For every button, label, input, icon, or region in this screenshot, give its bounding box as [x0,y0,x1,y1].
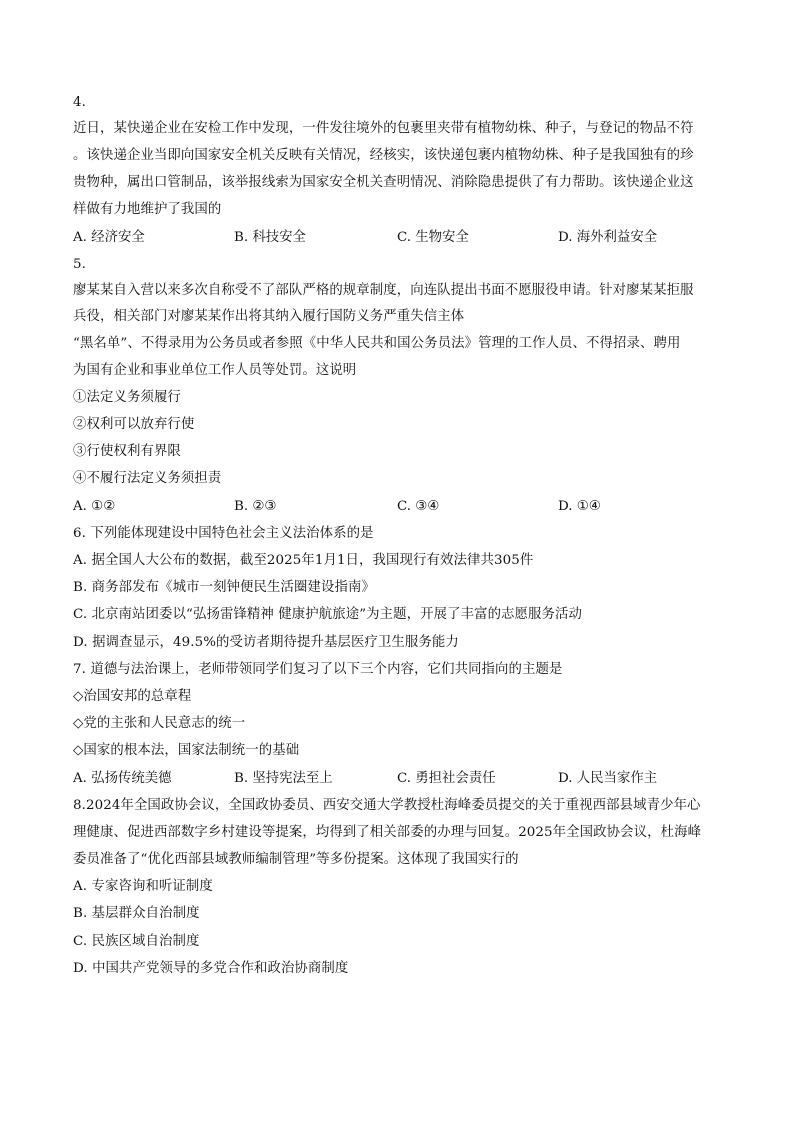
q8-option-d[interactable]: D. 中国共产党领导的多党合作和政治协商制度 [73,961,349,976]
q8-stem-line-1: 8.2024年全国政协会议，全国政协委员、西安交通大学教授杜海峰委员提交的关于重视西部县域青少年心 [73,798,701,813]
q7-option-d[interactable]: D. 人民当家作主 [558,771,658,786]
q8-option-b[interactable]: B. 基层群众自治制度 [73,906,200,921]
q4-option-b[interactable]: B. 科技安全 [234,230,306,245]
q5-number: 5. [73,257,86,272]
q7-option-a[interactable]: A. 弘扬传统美德 [73,771,172,786]
q5-item-1: ①法定义务须履行 [73,390,181,405]
q6-option-d[interactable]: D. 据调查显示，49.5%的受访者期待提升基层医疗卫生服务能力 [73,635,459,650]
q7-item-2: ◇党的主张和人民意志的统一 [73,716,246,731]
q4-stem-line-3: 贵物种，属出口管制品，该举报线索为国家安全机关查明情况、消除隐患提供了有力帮助。该快递企业这 [73,175,694,190]
q7-option-b[interactable]: B. 坚持宪法至上 [234,771,333,786]
q7-item-3: ◇国家的根本法，国家法制统一的基础 [73,743,300,758]
q4-stem-line-1: 近日，某快递企业在安检工作中发现，一件发往境外的包裹里夹带有植物幼株、种子，与登记的物品不符 [73,121,694,136]
q5-option-d[interactable]: D. ①④ [558,499,601,514]
q8-stem-line-2: 理健康、促进西部数字乡村建设等提案，均得到了相关部委的办理与回复。2025年全国政协会议，杜海峰 [73,825,702,840]
q4-stem-line-2: 。该快递企业当即向国家安全机关反映有关情况，经核实，该快递包裹内植物幼株、种子是我国独有的珍 [73,148,694,163]
q8-stem-line-3: 委员准备了“优化西部县域教师编制管理”等多份提案。这体现了我国实行的 [73,852,519,867]
q5-option-a[interactable]: A. ①② [73,499,116,514]
q8-option-c[interactable]: C. 民族区域自治制度 [73,934,200,949]
q5-stem-line-1: 廖某某自入营以来多次自称受不了部队严格的规章制度，向连队提出书面不愿服役申请。针对廖某某拒服 [73,283,694,298]
q5-option-b[interactable]: B. ②③ [234,499,277,514]
q4-option-a[interactable]: A. 经济安全 [73,230,145,245]
q4-option-d[interactable]: D. 海外利益安全 [558,230,658,245]
q7-option-c[interactable]: C. 勇担社会责任 [397,771,496,786]
q5-item-2: ②权利可以放弃行使 [73,417,195,432]
q5-stem-line-2: 兵役，相关部门对廖某某作出将其纳入履行国防义务严重失信主体 [73,309,465,324]
q7-stem: 7. 道德与法治课上，老师带领同学们复习了以下三个内容，它们共同指向的主题是 [73,662,563,677]
q6-stem: 6. 下列能体现建设中国特色社会主义法治体系的是 [73,526,374,541]
q5-stem-line-3: “黑名单”、不得录用为公务员或者参照《中华人民共和国公务员法》管理的工作人员、不得招录、聘用 [73,336,681,351]
q4-number: 4. [73,95,86,110]
q4-option-c[interactable]: C. 生物安全 [397,230,469,245]
q5-option-c[interactable]: C. ③④ [397,499,440,514]
q8-option-a[interactable]: A. 专家咨询和听证制度 [73,879,213,894]
q5-item-3: ③行使权利有界限 [73,444,181,459]
q6-option-b[interactable]: B. 商务部发布《城市一刻钟便民生活圈建设指南》 [73,580,375,595]
q5-item-4: ④不履行法定义务须担责 [73,471,222,486]
q7-item-1: ◇治国安邦的总章程 [73,689,192,704]
q6-option-a[interactable]: A. 据全国人大公布的数据，截至2025年1月1日，我国现行有效法律共305件 [73,553,534,568]
q5-stem-line-4: 为国有企业和事业单位工作人员等处罚。这说明 [73,363,357,378]
q4-stem-line-4: 样做有力地维护了我国的 [73,202,222,217]
q6-option-c[interactable]: C. 北京南站团委以“弘扬雷锋精神 健康护航旅途”为主题，开展了丰富的志愿服务活动 [73,607,582,622]
